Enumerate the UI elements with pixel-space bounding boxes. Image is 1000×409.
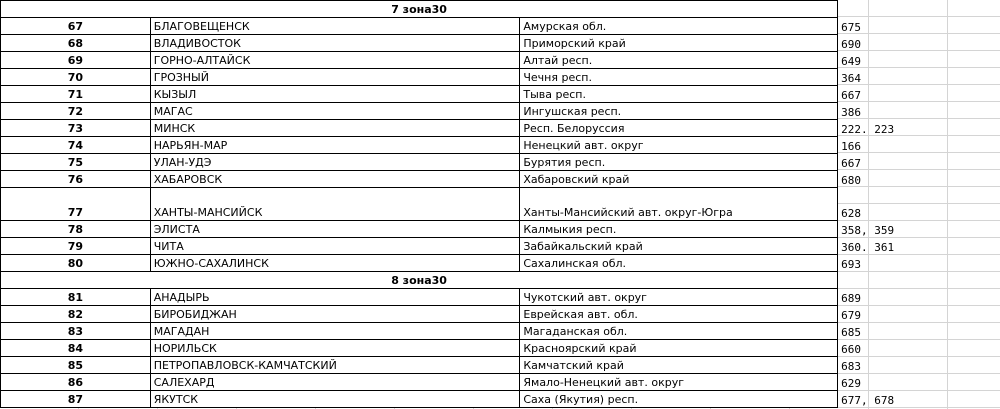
table-row [1, 86, 1000, 103]
city-cell[interactable]: МАГАС [150, 103, 520, 120]
empty-cell[interactable] [938, 340, 1000, 357]
region-cell[interactable]: Алтай респ. [520, 52, 838, 69]
postal-code-cell[interactable]: 683 [841, 359, 862, 373]
city-cell[interactable]: ГРОЗНЫЙ [150, 69, 520, 86]
city-cell[interactable]: НАРЬЯН-МАР [150, 137, 520, 154]
empty-cell[interactable] [938, 188, 1000, 221]
row-number-cell[interactable]: 68 [1, 35, 151, 52]
postal-code-cell[interactable]: 693 [841, 257, 862, 271]
region-cell[interactable]: Тыва респ. [520, 86, 838, 103]
region-cell[interactable]: Респ. Белоруссия [520, 120, 838, 137]
row-number-cell[interactable]: 86 [1, 374, 151, 391]
region-cell[interactable]: Магаданская обл. [520, 323, 838, 340]
empty-cell[interactable] [938, 391, 1000, 408]
empty-cell[interactable] [938, 289, 1000, 306]
city-cell[interactable]: НОРИЛЬСК [150, 340, 520, 357]
city-cell[interactable]: ПЕТРОПАВЛОВСК-КАМЧАТСКИЙ [150, 357, 520, 374]
city-cell[interactable]: ЧИТА [150, 238, 520, 255]
row-number-cell[interactable]: 82 [1, 306, 151, 323]
empty-cell[interactable] [938, 272, 1000, 289]
region-cell[interactable]: Ненецкий авт. округ [520, 137, 838, 154]
postal-code-cell[interactable]: 667 [841, 156, 862, 170]
postal-code-cell[interactable]: 166 [841, 139, 862, 153]
empty-cell[interactable] [938, 137, 1000, 154]
table-row [1, 357, 1000, 374]
table-row [1, 18, 1000, 35]
region-cell[interactable]: Приморский край [520, 35, 838, 52]
region-cell[interactable]: Забайкальский край [520, 238, 838, 255]
empty-cell[interactable] [938, 357, 1000, 374]
empty-cell[interactable] [938, 255, 1000, 272]
row-number-cell[interactable]: 80 [1, 255, 151, 272]
row-number-cell[interactable]: 78 [1, 221, 151, 238]
region-cell[interactable]: Сахалинская обл. [520, 255, 838, 272]
postal-code-cell[interactable]: 667 [841, 88, 862, 102]
table-row [1, 103, 1000, 120]
empty-cell[interactable] [938, 323, 1000, 340]
empty-cell[interactable] [938, 238, 1000, 255]
city-cell[interactable]: ХАБАРОВСК [150, 171, 520, 188]
row-number-cell[interactable]: 76 [1, 171, 151, 188]
postal-code-cell[interactable]: 364 [841, 71, 862, 85]
empty-cell[interactable] [938, 35, 1000, 52]
region-cell[interactable]: Хабаровский край [520, 171, 838, 188]
zone-label[interactable]: 7 зона30 [1, 1, 838, 18]
postal-code-cell[interactable]: 360. 361 [841, 240, 895, 254]
city-cell[interactable]: ГОРНО-АЛТАЙСК [150, 52, 520, 69]
table-row [1, 171, 1000, 188]
row-number-cell[interactable]: 77 [1, 188, 151, 221]
table-row [1, 306, 1000, 323]
postal-code-cell[interactable]: 685 [841, 325, 862, 339]
city-cell[interactable]: ЭЛИСТА [150, 221, 520, 238]
empty-cell[interactable] [838, 1, 938, 18]
row-number-cell[interactable]: 79 [1, 238, 151, 255]
table-row [1, 154, 1000, 171]
zone-header-row [1, 1, 1000, 18]
zone-label[interactable]: 8 зона30 [1, 272, 838, 289]
row-number-cell[interactable]: 71 [1, 86, 151, 103]
city-cell[interactable]: ЯКУТСК [150, 391, 520, 408]
row-number-cell[interactable]: 83 [1, 323, 151, 340]
postal-code-cell[interactable]: 660 [841, 342, 862, 356]
city-cell[interactable]: ЮЖНО-САХАЛИНСК [150, 255, 520, 272]
postal-code-cell[interactable]: 679 [841, 308, 862, 322]
empty-cell[interactable] [938, 306, 1000, 323]
table-row [1, 137, 1000, 154]
postal-code-cell[interactable]: 689 [841, 291, 862, 305]
region-cell[interactable]: Амурская обл. [520, 18, 838, 35]
row-number-cell[interactable]: 75 [1, 154, 151, 171]
city-cell[interactable]: ВЛАДИВОСТОК [150, 35, 520, 52]
zone-header-row [1, 272, 1000, 289]
city-cell[interactable]: БЛАГОВЕЩЕНСК [150, 18, 520, 35]
postal-code-cell[interactable]: 386 [841, 105, 862, 119]
empty-cell[interactable] [938, 69, 1000, 86]
city-cell[interactable]: БИРОБИДЖАН [150, 306, 520, 323]
row-number-cell[interactable]: 74 [1, 137, 151, 154]
row-number-cell[interactable]: 85 [1, 357, 151, 374]
postal-code-cell[interactable]: 680 [841, 173, 862, 187]
empty-cell[interactable] [938, 221, 1000, 238]
table-row [1, 238, 1000, 255]
city-cell[interactable]: МАГАДАН [150, 323, 520, 340]
row-number-cell[interactable]: 69 [1, 52, 151, 69]
postal-code-cell[interactable]: 222. 223 [841, 122, 895, 136]
postal-code-cell[interactable]: 690 [841, 37, 862, 51]
row-number-cell[interactable]: 84 [1, 340, 151, 357]
row-number-cell[interactable]: 70 [1, 69, 151, 86]
table-row [1, 255, 1000, 272]
postal-code-cell[interactable]: 675 [841, 20, 862, 34]
row-number-cell[interactable]: 87 [1, 391, 151, 408]
row-number-cell[interactable]: 67 [1, 18, 151, 35]
city-cell[interactable]: АНАДЫРЬ [150, 289, 520, 306]
empty-cell[interactable] [938, 120, 1000, 137]
empty-cell[interactable] [838, 272, 938, 289]
city-cell[interactable]: ХАНТЫ-МАНСИЙСК [150, 188, 520, 221]
empty-cell[interactable] [938, 18, 1000, 35]
postal-code-cell[interactable]: 628 [841, 206, 862, 220]
empty-cell[interactable] [938, 154, 1000, 171]
empty-cell[interactable] [938, 374, 1000, 391]
table-row [1, 120, 1000, 137]
empty-cell[interactable] [938, 1, 1000, 18]
region-cell[interactable]: Саха (Якутия) респ. [520, 391, 838, 408]
postal-code-cell[interactable]: 649 [841, 54, 862, 68]
region-cell[interactable]: Ханты-Мансийский авт. округ-Югра [520, 188, 838, 221]
row-number-cell[interactable]: 72 [1, 103, 151, 120]
region-cell[interactable]: Калмыкия респ. [520, 221, 838, 238]
region-cell[interactable]: Чукотский авт. округ [520, 289, 838, 306]
table-row [1, 69, 1000, 86]
region-cell[interactable]: Бурятия респ. [520, 154, 838, 171]
table-row [1, 35, 1000, 52]
region-cell[interactable]: Красноярский край [520, 340, 838, 357]
table-row [1, 52, 1000, 69]
table-row [1, 221, 1000, 238]
empty-cell[interactable] [938, 86, 1000, 103]
region-cell[interactable]: Еврейская авт. обл. [520, 306, 838, 323]
postal-code-cell[interactable]: 677, 678 [841, 393, 895, 407]
region-cell[interactable]: Чечня респ. [520, 69, 838, 86]
city-cell[interactable]: САЛЕХАРД [150, 374, 520, 391]
region-cell[interactable]: Камчатский край [520, 357, 838, 374]
table-row [1, 374, 1000, 391]
region-cell[interactable]: Ямало-Ненецкий авт. округ [520, 374, 838, 391]
table-row [1, 340, 1000, 357]
empty-cell[interactable] [938, 52, 1000, 69]
row-number-cell[interactable]: 73 [1, 120, 151, 137]
table-row [1, 323, 1000, 340]
city-cell[interactable]: МИНСК [150, 120, 520, 137]
postal-code-cell[interactable]: 358, 359 [841, 223, 895, 237]
region-cell[interactable]: Ингушская респ. [520, 103, 838, 120]
table-row [1, 188, 1000, 221]
row-number-cell[interactable]: 81 [1, 289, 151, 306]
postal-code-cell[interactable]: 629 [841, 376, 862, 390]
empty-cell[interactable] [938, 171, 1000, 188]
empty-cell[interactable] [938, 103, 1000, 120]
city-cell[interactable]: УЛАН-УДЭ [150, 154, 520, 171]
city-cell[interactable]: КЫЗЫЛ [150, 86, 520, 103]
table-row [1, 391, 1000, 408]
table-row [1, 289, 1000, 306]
